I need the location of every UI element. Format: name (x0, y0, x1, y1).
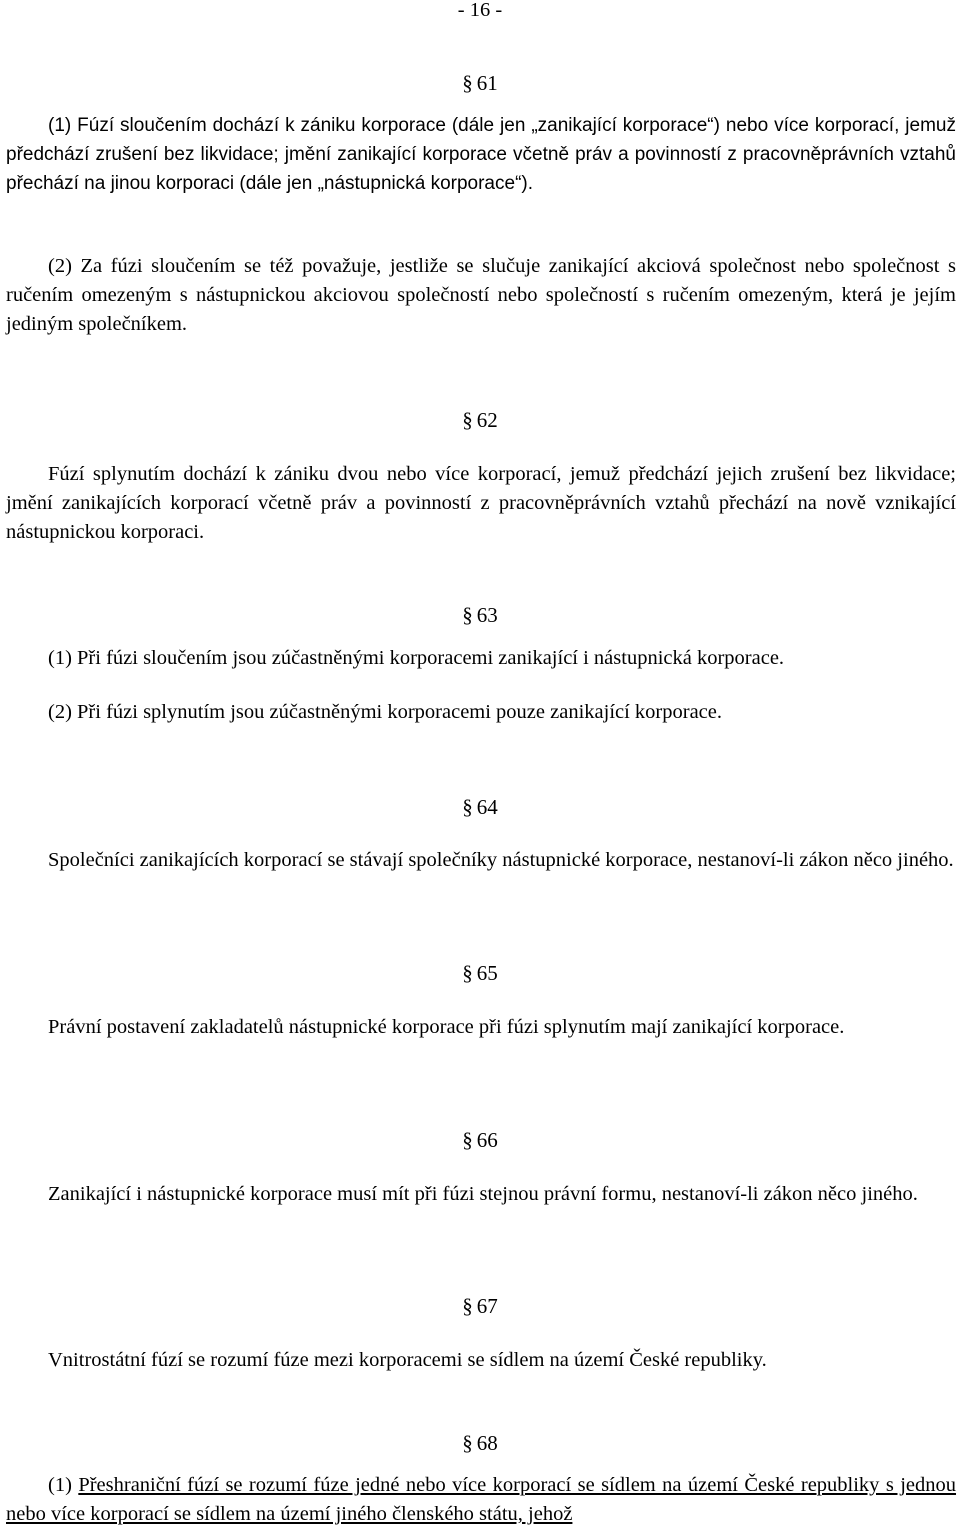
section-number: 63 (476, 603, 498, 627)
paragraph-63-1: (1) Při fúzi sloučením jsou zúčastněnými korporacemi zanikající i nástupnická korporace. (48, 647, 785, 669)
section-symbol: § (462, 1128, 473, 1152)
section-number: 67 (476, 1294, 498, 1318)
section-symbol: § (462, 1294, 473, 1318)
section-heading-63 (0, 601, 960, 630)
section-symbol: § (462, 408, 473, 432)
section-heading-68 (0, 1429, 960, 1458)
section-heading-64 (0, 793, 960, 822)
paragraph-62: Fúzí splynutím dochází k zániku dvou nebo více korporací, jemuž předchází jejich zrušení bez likvidace; jmění zanikajících korporací včetně práv a povinností z pracovněprávních vztahů přechází na nově vznikající nástupnickou korporaci. (6, 463, 956, 543)
paragraph-63-2: (2) Při fúzi splynutím jsou zúčastněnými korporacemi pouze zanikající korporace. (48, 701, 723, 723)
paragraph-64: Společníci zanikajících korporací se stávají společníky nástupnické korporace, nestanoví-li zákon něco jiného. (48, 849, 954, 871)
paragraph-68-1: (1) Přeshraniční fúzí se rozumí fúze jedné nebo více korporací se sídlem na území České republiky s jednou nebo více korporací se sídlem na území jiného členského státu, jehož (6, 1474, 957, 1525)
section-heading-67 (0, 1292, 960, 1321)
page-number: - 16 - (457, 0, 503, 21)
section-symbol: § (462, 1431, 473, 1455)
section-symbol: § (462, 71, 473, 95)
paragraph-61-2: (2) Za fúzi sloučením se též považuje, jestliže se slučuje zanikající akciová společnost nebo společnost s ručením omezeným s nástupnickou akciovou společností nebo společností s ručením omezeným, která je jejím jediným společníkem. (6, 255, 956, 335)
section-symbol: § (462, 795, 473, 819)
section-heading-66 (0, 1126, 960, 1155)
paragraph-67: Vnitrostátní fúzí se rozumí fúze mezi korporacemi se sídlem na území České republiky. (48, 1349, 767, 1371)
section-heading-65 (0, 959, 960, 988)
section-number: 62 (476, 408, 498, 432)
section-heading-62 (0, 406, 960, 435)
section-number: 64 (476, 795, 498, 819)
section-symbol: § (462, 961, 473, 985)
section-symbol: § (462, 603, 473, 627)
section-number: 61 (476, 71, 498, 95)
section-number: 68 (476, 1431, 498, 1455)
paragraph-65: Právní postavení zakladatelů nástupnické korporace při fúzi splynutím mají zanikající korporace. (48, 1016, 845, 1038)
section-number: 66 (476, 1128, 498, 1152)
paragraph-61-1: (1) Fúzí sloučením dochází k zániku korporace (dále jen „zanikající korporace“) nebo více korporací, jemuž předchází zrušení bez likvidace; jmění zanikající korporace včetně práv a povinností z pracovněprávních vztahů přechází na jinou korporaci (dále jen „nástupnická korporace“). (6, 115, 956, 194)
section-number: 65 (476, 961, 498, 985)
section-heading-61 (0, 69, 960, 98)
paragraph-66: Zanikající i nástupnické korporace musí mít při fúzi stejnou právní formu, nestanoví-li zákon něco jiného. (48, 1183, 918, 1205)
underlined-text: Přeshraniční fúzí se rozumí fúze jedné nebo více korporací se sídlem na území České republiky s jednou nebo více korporací se sídlem na území jiného členského státu, jehož (6, 1474, 957, 1525)
